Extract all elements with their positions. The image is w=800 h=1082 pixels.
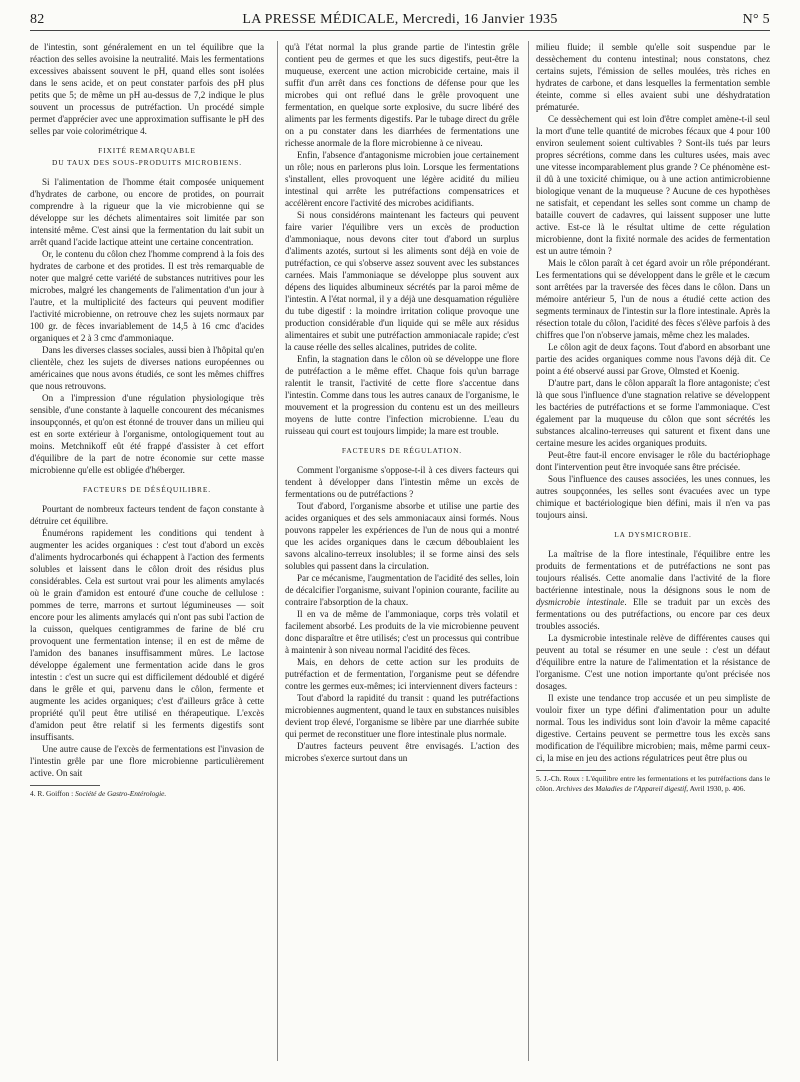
- section-heading: [30, 145, 264, 169]
- paragraph: D'autres facteurs peuvent être envisagés. L'action des microbes s'exerce surtout dans un: [285, 741, 519, 763]
- section-heading: FACTEURS DE RÉGULATION.: [341, 446, 463, 455]
- paragraph: La dysmicrobie intestinale relève de différentes causes qui peuvent au total se résumer en une seule : c'est un défaut d'équilibre entre la nature de l'alimentation et la résistance de l'organisme. C'est une notion importante qu'ont précisée nos dosages.: [536, 633, 770, 691]
- page-header: [30, 10, 770, 31]
- journal-title: LA PRESSE MÉDICALE, Mercredi, 16 Janvier 1935: [242, 12, 558, 27]
- paragraph: milieu fluide; il semble qu'elle soit suspendue par le dessèchement du contenu intestinal; nous constatons, chez certains sujets, l'émission de selles moulées, très riches en hydrates de carbone, et dans lesquelles la fermentation semble éteinte, comme si elles avaient subi une déshydratation prématurée.: [536, 42, 770, 112]
- section-heading: LA DYSMICROBIE.: [614, 530, 692, 539]
- footnote-source: Société de Gastro-Entérologie.: [75, 789, 167, 798]
- paragraph: Mais, en dehors de cette action sur les produits de putréfaction et de fermentation, l'organisme peut se défendre contre les germes eux-mêmes; ici interviennent divers facteurs :: [285, 657, 519, 691]
- paragraph: Par ce mécanisme, l'augmentation de l'acidité des selles, loin de décalcifier l'organisme, suivant l'opinion courante, facilite au contraire l'absorption de la chaux.: [285, 573, 519, 607]
- column-divider: [528, 41, 529, 1061]
- column-2: [285, 41, 519, 1061]
- paragraph: Pourtant de nombreux facteurs tendent de façon constante à détruire cet équilibre.: [30, 504, 264, 526]
- footnote-date: , Avril 1930, p. 406.: [686, 784, 746, 793]
- paragraph: Tout d'abord la rapidité du transit : quand les putréfactions microbiennes augmentent, quand le taux en substances nuisibles devient trop élevé, l'organisme se libère par une diarrhée subite qui permet de reconstituer une flore intestinale plus normale.: [285, 693, 519, 739]
- page-number: 82: [30, 12, 45, 27]
- column-divider: [277, 41, 278, 1061]
- paragraph: Tout d'abord, l'organisme absorbe et utilise une partie des acides organiques et des sels ammoniacaux ainsi formés. Nous pouvons rappeler les expériences de l'un de nous qui a montré que les acides organiques dans le cæcum déboublaient les savons alcalino-terreux insolubles; il se forme ainsi des sels solubles qui passent dans la circulation.: [285, 501, 519, 571]
- term-emphasis: dysmicrobie intestinale: [536, 597, 625, 607]
- paragraph: Une autre cause de l'excès de fermentations est l'invasion de l'intestin grêle par une flore microbienne particulièrement active. On sait: [30, 744, 264, 778]
- paragraph: Il existe une tendance trop accusée et un peu simpliste de vouloir fixer un type défini d'alimentation pour un adulte normal. Tous les individus sont loin d'avoir la même capacité digestive. Certains peuvent se permettre tous les excès sans modification de l'équilibre microbien; mais, même parmi ceux-ci, la mise en jeu des actions régulatrices peut être plus ou: [536, 693, 770, 763]
- section-heading-line: DU TAUX DES SOUS-PRODUITS MICROBIENS.: [51, 158, 243, 167]
- footnote: [30, 789, 264, 799]
- footnote-number: 4.: [30, 789, 36, 798]
- column-3: [536, 41, 770, 1061]
- paragraph: Sous l'influence des causes associées, les unes connues, les autres soupçonnées, les selles sont évacuées avec un type chimique et bactériologique bien défini, mais il n'en va pas toujours ainsi.: [536, 474, 770, 520]
- column-1: [30, 41, 264, 1061]
- paragraph: Si l'alimentation de l'homme était composée uniquement d'hydrates de carbone, ou encore de protides, on pourrait comprendre à la rigueur que la vie microbienne qui se développe sur les déchets alimentaires soit limitée par son intensité même. C'est ainsi que la fermentation du lait subit un arrêt quand l'acide lactique atteint une certaine concentration.: [30, 177, 264, 247]
- paragraph: Or, le contenu du côlon chez l'homme comprend à la fois des hydrates de carbone et des protides. Il est très remarquable de noter que malgré cette variété de substances nutritives pour les microbes, malgré les changements de l'alimentation d'un jour à l'autre, et la multiplicité des facteurs qui peuvent modifier l'activité microbienne, on retrouve chez les sujets normaux par 100 gr. de fèces invariablement de 14,5 à 16 cmc d'acides organiques et 2 à 3 cmc d'ammoniaque.: [30, 249, 264, 343]
- paragraph: Mais le côlon paraît à cet égard avoir un rôle prépondérant. Les fermentations qui se développent dans le grêle et le cæcum sont arrêtées par la traversée des fèces dans le côlon. Dans un mémoire antérieur 5, l'un de nous a étudié cette action des segments terminaux de l'intestin sur la flore intestinale. Après la résection totale du côlon, l'acidité des fèces s'élève parfois à des chiffres que l'on n'observe jamais, même chez les malades.: [536, 258, 770, 340]
- section-heading: FACTEURS DE DÉSÉQUILIBRE.: [82, 485, 212, 494]
- paragraph: Peut-être faut-il encore envisager le rôle du bactériophage dont l'intervention peut être invoquée sans être précisée.: [536, 450, 770, 472]
- paragraph: Enfin, la stagnation dans le côlon où se développe une flore de putréfaction a le même effet. Chaque fois qu'un barrage ralentit le transit, l'activité de cette flore s'accentue dans l'intestin. Comme dans tous les autres canaux de l'organisme, le mouvement et la progression du contenu est un des meilleurs moyens de lutte contre l'infection microbienne. L'eau du ruisseau qui court est toujours limpide; la mare est trouble.: [285, 354, 519, 436]
- paragraph-text: . Elle se traduit par un excès des fermentations ou des putréfactions, ou encore par ces deux troubles associés.: [536, 597, 770, 631]
- paragraph: D'autre part, dans le côlon apparaît la flore antagoniste; c'est là que sous l'influence d'une stagnation relative se développent les bactéries de putréfactions et se forme l'ammoniaque. C'est également par la muqueuse du côlon que sont sécrétés les substances alcalino-terreuses qui saturent et fixent dans une certaine mesure les acides organiques produits.: [536, 378, 770, 448]
- footnote-text: 5. J.-Ch. Roux : L'équilibre entre les fermentations et les putréfactions dans le côlon.: [536, 774, 770, 793]
- paragraph-text: La maîtrise de la flore intestinale, l'équilibre entre les produits de fermentations et de putréfactions ne sont pas toujours réalisés. Cette anomalie dans l'activité de la flore bactérienne intestinale, nous la désignons sous le nom de: [536, 549, 770, 595]
- paragraph: [536, 548, 770, 632]
- paragraph: Comment l'organisme s'oppose-t-il à ces divers facteurs qui tendent à développer dans l'intestin même un excès de fermentations ou de putréfactions ?: [285, 465, 519, 499]
- paragraph: de l'intestin, sont généralement en un tel équilibre que la réaction des selles avoisine la neutralité. Mais les fermentations excessives abaissent souvent le pH, quand elles sont isolées dans le sens acide, et on peut constater parfois des pH plus petits que 5; de même un pH au-dessus de 7,2 indique le plus souvent un processus de putréfaction. Un procédé simple permet d'apprécier avec une approximation suffisante le pH des selles par voie colorimétrique 4.: [30, 42, 264, 136]
- paragraph: Enfin, l'absence d'antagonisme microbien joue certainement un rôle; nous en parlerons plus loin. Lorsque les fermentations s'installent, elles provoquent une légère acidité du milieu intestinal qui arrête les putréfactions compensatrices et accélèrent encore l'activité des microbes acidifiants.: [285, 150, 519, 208]
- footnote: [536, 774, 770, 794]
- paragraph: Ce dessèchement qui est loin d'être complet amène-t-il seul la mort d'une telle quantité de microbes fécaux que 4 pour 100 environ seulement soient cultivables ? Sont-ils tués par leurs propres sécrétions, comme dans les cultures usées, mais avec une vitesse incomparablement plus grande ? Ce phénomène est-il dû à une toxicité chimique, ou à une action antimicrobienne biologique venant de la muqueuse ? Aucune de ces hypothèses ne satisfait, et cependant les selles sont comme un champ de bataille couvert de cadavres, qui laissent supposer une lutte active. Est-ce là le résultat ultime de cette régulation microbienne, dont la fixité normale des acides de fermentation est un autre témoin ?: [536, 114, 770, 256]
- footnote-rule: [536, 770, 606, 771]
- footnote-rule: [30, 785, 100, 786]
- section-heading-line: FIXITÉ REMARQUABLE: [98, 146, 196, 155]
- issue-number: N° 5: [742, 12, 770, 27]
- paragraph: Il en va de même de l'ammoniaque, corps très volatil et facilement absorbé. Les produits de la vie microbienne peuvent donc disparaître et être utilisés; c'est un processus qui contribue à maintenir à son niveau normal l'acidité des fèces.: [285, 609, 519, 655]
- footnote-author: R. Goiffon :: [37, 789, 74, 798]
- paragraph: On a l'impression d'une régulation physiologique très sensible, d'une constante à laquelle concourent des mécanismes insoupçonnés, et qu'on est étonné de trouver dans un milieu qui est en sorte extérieur à l'organisme, ontologiquement tout au moins. Metchnikoff eût été frappé d'assister à cet effort d'équilibre de la part de notre économie sur cette masse microbienne qu'elle est obligée d'héberger.: [30, 393, 264, 475]
- paragraph: Énumérons rapidement les conditions qui tendent à augmenter les acides organiques : c'est tout d'abord un excès d'aliments hydrocarbonés qui échappent à l'action des ferments solubles et laissent dans le côlon droit des résidus plus considérables. Cela est surtout vrai pour les aliments amylacés où le grain d'amidon est entouré d'une couche de cellulose : pommes de terre, marrons et surtout légumineuses — soit encore pour les aliments amylacés qui n'ont pas subi l'action de la cuisson, quelques centigrammes de farine de blé cru provoquent une fermentation intense; il en est de même de l'amidon des bananes insuffisamment mûres. Le lactose développe également une fermentation acide dans le gros intestin : c'est un sucre qui est difficilement dédoublé et digéré dans le grêle et qui, parvenu dans le côlon, fermente et augmente les acides organiques; c'est d'ailleurs grâce à cette propriété qu'il peut être utilisé en thérapeutique. L'excès d'amidon peut être relatif si les ferments digestifs sont insuffisants.: [30, 528, 264, 742]
- paragraph: Si nous considérons maintenant les facteurs qui peuvent faire varier l'équilibre vers un excès de production d'ammoniaque, nous devons citer tout d'abord un surplus d'aliments azotés, surtout si les aliments sont déjà en voie de putréfaction, ce qui s'observe assez souvent avec les substances carnées. Mais l'ammoniaque se développe plus souvent aux dépens des liquides albumineux sécrétés par la paroi même de l'intestin. A l'état normal, il y a déjà une desquamation régulière du tube digestif : la moindre irritation colique provoque une production considérable d'un liquide qui se mêle aux résidus alimentaires et subit une putréfaction ammoniacale rapide; c'est la cause réelle des selles alcalines, putrides de colite.: [285, 210, 519, 352]
- paragraph: Dans les diverses classes sociales, aussi bien à l'hôpital qu'en clientèle, chez les sujets de diverses nations européennes ou américaines que nous avons étudiés, ce sont les mêmes chiffres que nous retrouvons.: [30, 345, 264, 391]
- paragraph: qu'à l'état normal la plus grande partie de l'intestin grêle contient peu de germes et que les sucs digestifs, peut-être la muqueuse, exercent une action microbicide certaine, mais il suffit d'un arrêt dans ces fonctions de défense pour que les microbes qui ont reflué dans le grêle provoquent une fermentation, en quelque sorte explosive, du sucre libéré des aliments par les ferments digestifs. Par le tubage direct du grêle on a pu constater dans les diarrhées de fermentations une richesse anormale de la flore microbienne à ce niveau.: [285, 42, 519, 148]
- footnote-source: Archives des Maladies de l'Appareil digestif: [556, 784, 687, 793]
- paragraph: Le côlon agit de deux façons. Tout d'abord en absorbant une partie des acides organiques comme nous l'avons déjà dit. Ce point a été observé aussi par Grove, Olmsted et Koenig.: [536, 342, 770, 376]
